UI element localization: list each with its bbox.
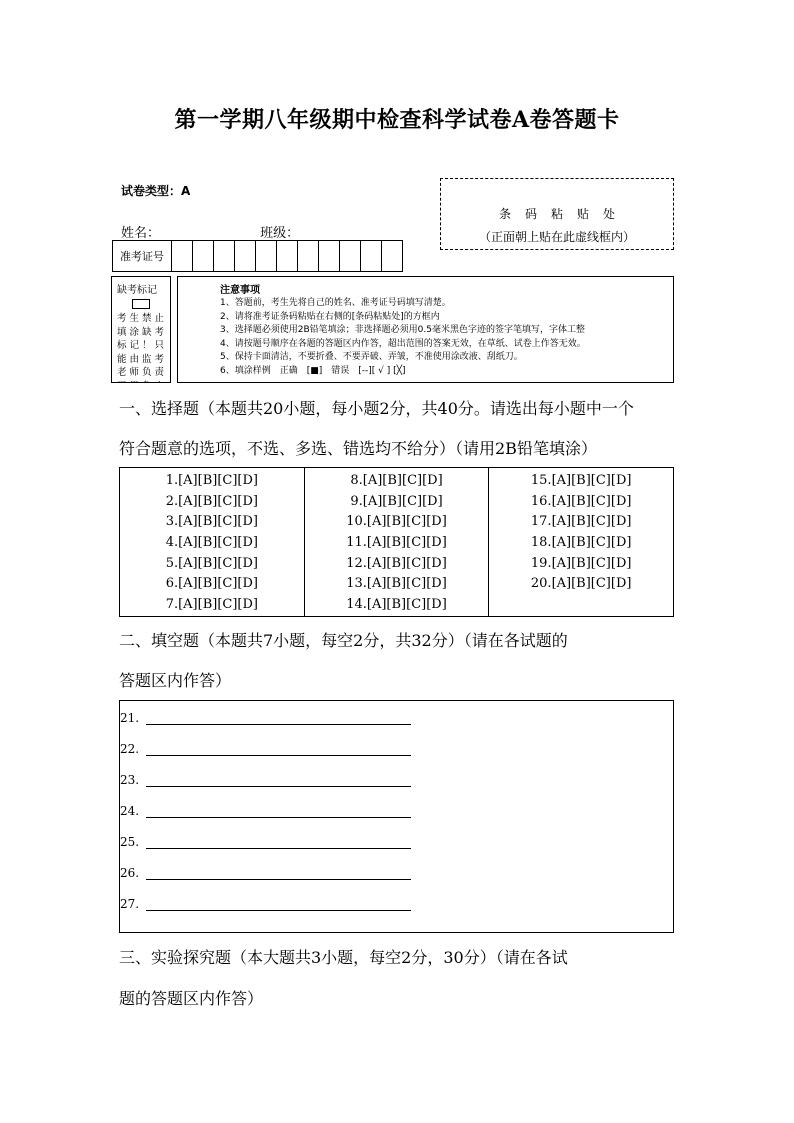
barcode-title: 条码粘贴处 [498,207,629,221]
notes-line: 4、请按题号顺序在各题的答题区内作答，超出范围的答案无效，在草纸、试卷上作答无效。 [220,338,586,349]
choice-item[interactable]: 2.[A][B][C][D] [165,493,258,509]
fill-number: 22. [120,742,140,756]
barcode-area[interactable] [440,178,674,250]
fill-answer-line[interactable] [146,741,411,756]
exam-id-grid [112,240,403,272]
choice-item[interactable]: 18.[A][B][C][D] [530,535,632,551]
fill-row [120,710,411,725]
fill-number: 23. [120,773,140,787]
notes-line: 2、请将准考证条码粘贴在右侧的[条码粘贴处]的方框内 [220,311,440,322]
class-field[interactable] [299,226,397,241]
exam-id-cell[interactable] [235,241,256,272]
choice-item[interactable]: 8.[A][B][C][D] [350,473,443,488]
absent-mark-checkbox[interactable] [132,299,150,309]
section2-heading: 二、填空题（本题共7小题，每空2分，共32分）（请在各试题的 [119,631,568,650]
fill-row [120,772,411,787]
choice-column [305,468,490,616]
name-label: 姓名： [121,226,161,241]
absent-mark-box [111,276,171,383]
name-field[interactable] [160,226,256,241]
notes-title: 注意事项 [220,285,260,296]
page-title: 第一学期八年级期中检查科学试卷A卷答题卡 [174,107,620,133]
exam-id-cell[interactable] [361,241,382,272]
fill-number: 24. [120,804,140,818]
name-class-row [121,222,397,241]
choice-item[interactable]: 19.[A][B][C][D] [530,555,632,571]
notes-line: 3、选择题必须使用2B铅笔填涂；非选择题必须用0.5毫米黑色字迹的签字笔填写，字体工整 [220,325,585,335]
barcode-hint: （正面朝上贴在此虚线框内） [478,230,635,244]
choice-item[interactable]: 17.[A][B][C][D] [530,514,632,530]
exam-id-cell[interactable] [256,241,277,272]
exam-id-label: 准考证号 [113,241,172,272]
fill-number: 21. [120,711,140,725]
choice-column [120,468,305,616]
fill-answer-line[interactable] [146,896,411,911]
fill-number: 26. [120,866,140,880]
notes-box [177,276,674,383]
exam-id-cell[interactable] [298,241,319,272]
fill-answer-area [119,700,674,933]
choice-item[interactable]: 16.[A][B][C][D] [530,493,632,509]
choice-item[interactable]: 3.[A][B][C][D] [165,514,258,530]
choice-item[interactable]: 12.[A][B][C][D] [346,555,447,571]
exam-id-cell[interactable] [340,241,361,272]
section1-heading: 一、选择题（本题共20小题，每小题2分，共40分。请选出每小题中一个 [119,399,634,418]
notes-line: 1、答题前，考生先将自己的姓名、准考证号码填写清楚。 [220,298,451,308]
absent-mark-text: 考生禁止填涂缺考标记！只能由监考老师负责 [117,313,165,378]
exam-id-cell[interactable] [193,241,214,272]
fill-number: 27. [120,897,140,911]
choice-item[interactable]: 15.[A][B][C][D] [530,473,632,488]
exam-id-cell[interactable] [319,241,340,272]
fill-row [120,865,411,880]
notes-line: 5、保持卡面清洁，不要折叠、不要弄破、弄皱，不准使用涂改液、刮纸刀。 [220,352,523,362]
choice-item[interactable]: 9.[A][B][C][D] [350,493,443,509]
section2-heading-cont: 答题区内作答） [119,671,232,690]
section3-heading: 三、实验探究题（本大题共3小题，每空2分，30分）（请在各试 [119,948,568,967]
section3-heading-cont: 题的答题区内作答） [119,989,264,1008]
choice-item[interactable]: 10.[A][B][C][D] [346,514,447,530]
fill-row [120,803,411,818]
fill-answer-line[interactable] [146,772,411,787]
choice-item[interactable]: 1.[A][B][C][D] [165,473,258,488]
absent-mark-title: 缺考标记 [117,285,157,296]
fill-answer-line[interactable] [146,834,411,849]
choice-item[interactable]: 14.[A][B][C][D] [346,597,447,613]
fill-answer-line[interactable] [146,865,411,880]
section1-heading-cont: 符合题意的选项，不选、多选、错选均不给分）（请用2B铅笔填涂） [119,439,597,458]
exam-id-cell[interactable] [382,241,403,272]
paper-type: 试卷类型：A [121,184,191,198]
choice-item[interactable]: 11.[A][B][C][D] [346,535,447,551]
fill-answer-line[interactable] [146,710,411,725]
notes-line: 6、填涂样例 正确 [■] 错误 [--][ √ ] [╳] [220,365,406,376]
fill-answer-line[interactable] [146,803,411,818]
exam-id-cell[interactable] [172,241,193,272]
exam-id-cell[interactable] [214,241,235,272]
fill-row [120,896,411,911]
fill-row [120,834,411,849]
choice-item[interactable]: 5.[A][B][C][D] [165,555,258,571]
choice-item[interactable]: 4.[A][B][C][D] [165,535,258,551]
choice-item[interactable]: 6.[A][B][C][D] [165,576,258,592]
choice-item[interactable]: 7.[A][B][C][D] [165,597,258,613]
choice-column [489,468,673,616]
fill-number: 25. [120,835,140,849]
choice-answer-grid [119,467,674,617]
exam-id-cell[interactable] [277,241,298,272]
choice-item[interactable]: 20.[A][B][C][D] [530,576,632,592]
fill-row [120,741,411,756]
choice-item[interactable]: 13.[A][B][C][D] [346,576,447,592]
class-label: 班级： [260,226,300,241]
